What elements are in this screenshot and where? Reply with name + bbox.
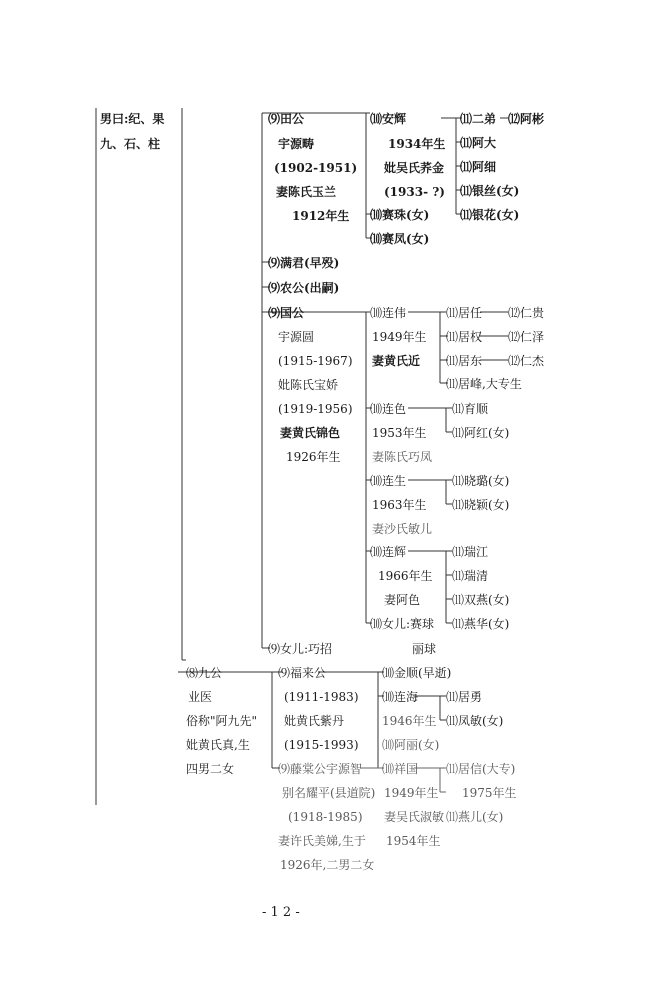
- gen10-lianhai-detail: 1946年生: [382, 714, 437, 728]
- gen9-fulaigong: ⑼福来公: [278, 666, 327, 680]
- gen9-guogong-detail: 宇源圆: [278, 330, 315, 344]
- gen10-lianwei: ⑽连伟: [370, 306, 407, 320]
- gen9-daughter: 丽球: [412, 642, 437, 656]
- gen10-lianhui: ⑽连辉: [370, 545, 407, 559]
- gen8-jiugong-detail: 妣黄氏真,生: [186, 738, 250, 752]
- gen11-child: ⑾瑞清: [452, 569, 489, 583]
- gen9-fulaigong-detail: (1915-1993): [284, 738, 359, 752]
- gen11-child: ⑾阿红(女): [452, 426, 510, 440]
- gen11-child: ⑾居任: [446, 306, 483, 320]
- gen10-lianhai-detail: ⑽阿丽(女): [382, 738, 440, 752]
- gen11-child: ⑾居权: [446, 330, 483, 344]
- gen8-jiugong: ⑻九公: [186, 666, 223, 680]
- gen9-tiangong-detail: 宇源畴: [278, 137, 315, 151]
- gen11-child: ⑾凤敏(女): [446, 714, 504, 728]
- gen10-anhui-detail: 妣吴氏荞金: [384, 161, 445, 175]
- gen10-xiangguo-detail: 1949年生: [384, 786, 439, 800]
- page-number: - 1 2 -: [262, 905, 300, 920]
- gen10-liansheng-detail: 妻沙氏敏儿: [372, 522, 433, 536]
- gen11-child: ⑾燕华(女): [452, 617, 510, 631]
- gen11-child: ⑾居信(大专): [446, 762, 516, 776]
- gen8-jiugong-detail: 四男二女: [186, 762, 235, 776]
- gen11-child: ⑾银花(女): [460, 208, 520, 222]
- gen9-sibling: ⑼满君(早殁): [268, 256, 340, 270]
- gen8-jiugong-detail: 俗称"阿九先": [186, 714, 258, 728]
- gen11-child: ⑾晓璐(女): [452, 474, 510, 488]
- gen9-rongtang: ⑼藤棠公宇源智: [278, 762, 363, 776]
- gen10-lianwei-detail: 1949年生: [372, 330, 427, 344]
- gen10-girl: ⑽赛珠(女): [370, 208, 430, 222]
- gen9-guogong-detail: (1915-1967): [278, 354, 353, 368]
- gen10-lianhai: ⑽连海: [382, 690, 419, 704]
- gen10-anhui: ⑽安辉: [370, 112, 407, 126]
- gen10-anhui-detail: (1933- ?): [384, 185, 445, 199]
- gen12-child: ⑿仁泽: [508, 330, 545, 344]
- gen11-child: ⑾育顺: [452, 402, 489, 416]
- gen9-guogong-detail: 1926年生: [286, 450, 341, 464]
- gen11-child: ⑾晓颖(女): [452, 498, 510, 512]
- gen10-liansheng-detail: 1963年生: [372, 498, 427, 512]
- gen9-fulaigong-detail: 妣黄氏紫丹: [284, 714, 345, 728]
- gen11-child: ⑾阿细: [460, 160, 497, 174]
- sons-header-line-2: 九、石、柱: [100, 137, 161, 151]
- gen9-rongtang-detail: 妻许氏美娣,生于: [278, 834, 366, 848]
- gen9-daughter: ⑼女儿:巧招: [268, 642, 333, 656]
- gen9-guogong-detail: 妻黄氏锦色: [280, 426, 341, 440]
- gen10-xiangguo-detail: 妻吴氏淑敏: [384, 810, 445, 824]
- gen11-child: ⑾双燕(女): [452, 593, 510, 607]
- gen9-guogong-detail: (1919-1956): [278, 402, 353, 416]
- gen11-child: ⑾居东: [446, 354, 483, 368]
- gen9-rongtang-detail: (1918-1985): [288, 810, 363, 824]
- gen9-tiangong-detail: 妻陈氏玉兰: [276, 185, 337, 199]
- gen10-girl: ⑽赛凤(女): [370, 232, 430, 246]
- gen9-guogong-detail: 妣陈氏宝娇: [278, 378, 339, 392]
- gen10-daughter: ⑽女儿:赛球: [370, 617, 435, 631]
- gen10-lianse-detail: 1953年生: [372, 426, 427, 440]
- gen9-rongtang-detail: 1926年,二男二女: [280, 858, 375, 872]
- gen9-fulaigong-detail: (1911-1983): [284, 690, 359, 704]
- sons-header-line-1: 男曰:纪、果: [100, 112, 165, 126]
- gen11-child: ⑾居峰,大专生: [446, 377, 522, 391]
- gen9-tiangong-detail: (1902-1951): [274, 161, 358, 175]
- gen10-anhui-detail: 1934年生: [388, 137, 446, 151]
- gen10-lianwei-detail: 妻黄氏近: [372, 354, 421, 368]
- gen9-guogong: ⑼国公: [268, 306, 305, 320]
- gen11-child: ⑾燕儿(女): [446, 810, 504, 824]
- gen9-rongtang-detail: 别名耀平(县道院): [282, 786, 376, 800]
- gen10-lianhui-detail: 妻阿色: [384, 593, 421, 607]
- gen10-lianse: ⑽连色: [370, 402, 407, 416]
- gen10-lianhui-detail: 1966年生: [378, 569, 433, 583]
- gen11-child: ⑾阿大: [460, 136, 497, 150]
- gen11-child: ⑾银丝(女): [460, 184, 520, 198]
- gen10-xiangguo: ⑽祥国: [382, 762, 419, 776]
- gen8-jiugong-detail: 业医: [188, 690, 213, 704]
- gen9-tiangong-detail: 1912年生: [292, 209, 350, 223]
- gen10-liansheng: ⑽连生: [370, 474, 407, 488]
- gen12-child: ⑿仁杰: [508, 354, 545, 368]
- gen11-child: 1975年生: [462, 786, 517, 800]
- gen9-tiangong: ⑼田公: [268, 112, 305, 126]
- gen10-xiangguo-detail: 1954年生: [386, 834, 441, 848]
- gen10-lianse-detail: 妻陈氏巧凤: [372, 450, 433, 464]
- gen11-child: ⑾居勇: [446, 690, 483, 704]
- gen12-child: ⑿阿彬: [508, 112, 545, 126]
- gen10-jinshun: ⑽金顺(早逝): [382, 666, 452, 680]
- gen11-child: ⑾瑞江: [452, 545, 489, 559]
- gen11-child: ⑾二弟: [460, 112, 497, 126]
- gen12-child: ⑿仁贵: [508, 306, 545, 320]
- gen9-sibling: ⑼农公(出嗣): [268, 281, 340, 295]
